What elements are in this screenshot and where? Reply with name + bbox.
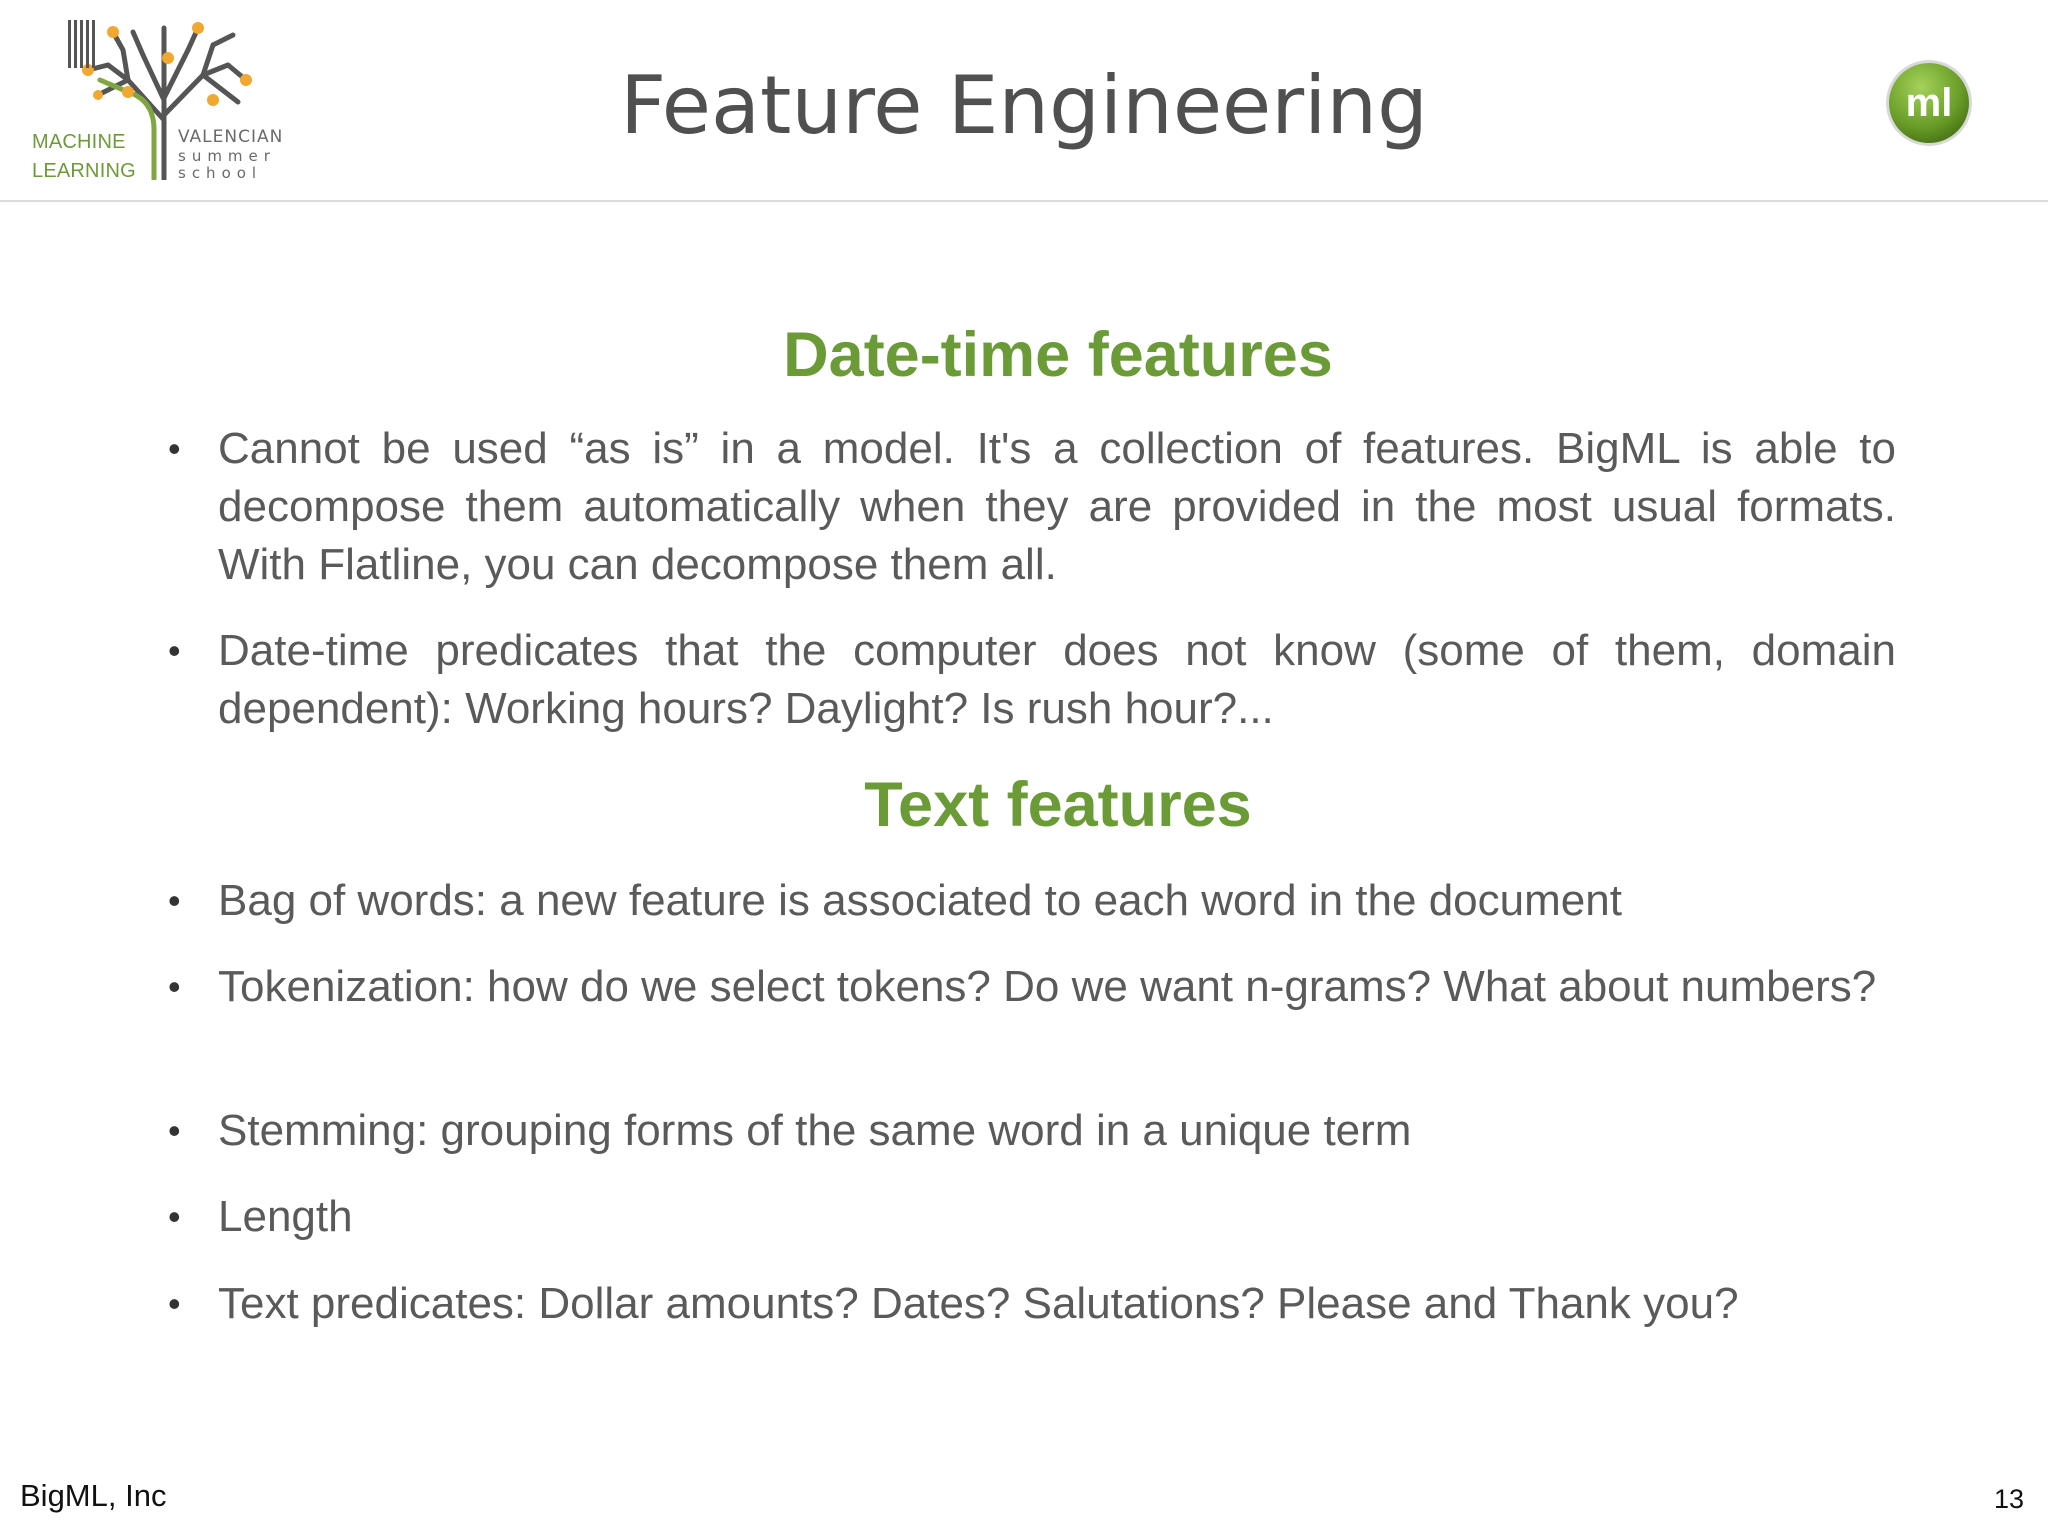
bullet-icon: • (168, 428, 181, 469)
section-heading-datetime: Date-time features (783, 320, 1333, 390)
bullet-icon: • (168, 630, 181, 671)
bullet-item: • Length (218, 1188, 1896, 1246)
page-number: 13 (1993, 1484, 2024, 1514)
footer-company: BigML, Inc (20, 1478, 167, 1513)
logo-text-machine-learning: MACHINE LEARNING (32, 131, 136, 182)
page-title: Feature Engineering (620, 59, 1428, 152)
bullet-icon: • (168, 1110, 181, 1151)
bullet-item: • Date-time predicates that the computer does not know (some of them, domain dependent): Working hours? Daylight? Is rush hour?... (218, 622, 1896, 738)
section-heading-text: Text features (864, 770, 1252, 840)
bullet-item: • Text predicates: Dollar amounts? Dates? Salutations? Please and Thank you? (218, 1275, 1896, 1333)
bullet-icon: • (168, 1196, 181, 1237)
logo-text-valencian-summer-school: VALENCIAN summer school (178, 127, 284, 182)
bullet-icon: • (168, 1283, 181, 1324)
bigml-logo-icon (1884, 58, 1974, 148)
bigml-logo-text: ml (1905, 81, 1953, 125)
bullet-icon: • (168, 880, 181, 921)
bullet-icon: • (168, 966, 181, 1007)
bullet-item: • Stemming: grouping forms of the same word in a unique term (218, 1102, 1896, 1160)
bullet-item: • Tokenization: how do we select tokens? Do we want n-grams? What about numbers? (218, 958, 1896, 1016)
slide-header (0, 0, 2048, 202)
bullet-item: • Cannot be used “as is” in a model. It's a collection of features. BigML is able to decompose them automatically when they are provided in the most usual formats. With Flatline, you can decompose them all. (218, 420, 1896, 594)
bullet-item: • Bag of words: a new feature is associated to each word in the document (218, 872, 1896, 930)
